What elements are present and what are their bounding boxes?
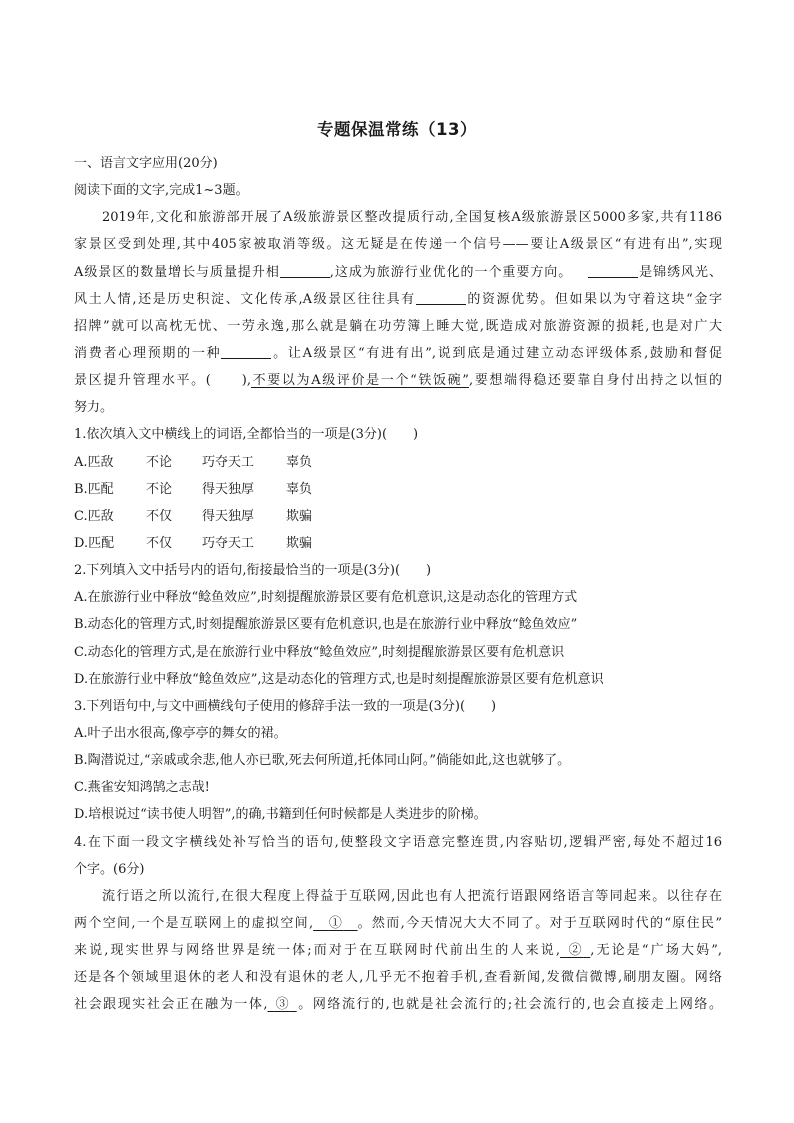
question-3 [74, 693, 722, 829]
answer-option: A.叶子出水很高,像亭亭的舞女的裙。 [74, 725, 287, 741]
question-stem: 4.在下面一段文字横线处补写恰当的语句,使整段文字语意完整连贯,内容贴切,逻辑严密,每处不超过16 [74, 834, 722, 850]
reading-passage [74, 204, 722, 421]
fill-blank [416, 290, 466, 305]
passage-line: A级景区的数量增长与质量提升相 ,这成为旅游行业优化的一个重要方向。 是锦绣风光、 [74, 264, 722, 280]
passage-line: 2019年,文化和旅游部开展了A级旅游景区整改提质行动,全国复核A级旅游景区5000多家,共有1186 [102, 210, 722, 226]
answer-blank-3: ③ [274, 997, 291, 1013]
passage-line: 景区提升管理水平。( ),不要以为A级评价是一个“铁饭碗”,要想端得稳还要靠自身付出持之以恒的 [74, 373, 722, 389]
question-4 [74, 829, 722, 1019]
answer-option: C.匹敌 不仅 得天独厚 欺骗 [74, 508, 313, 524]
answer-option: C.燕雀安知鸿鹄之志哉! [74, 780, 210, 796]
question-stem: 2.下列填入文中括号内的语句,衔接最恰当的一项是(3分)( ) [74, 563, 432, 579]
section-heading: 一、语言文字应用(20分) [74, 156, 218, 171]
answer-option: B.动态化的管理方式,时刻提醒旅游景区要有危机意识,也是在旅游行业中释放“鲶鱼效应” [74, 617, 578, 633]
question-2 [74, 557, 722, 693]
answer-option: D.匹配 不仅 巧夺天工 欺骗 [74, 535, 313, 551]
passage-line: 社会跟现实社会正在融为一体, ③ 。网络流行的,也就是社会流行的;社会流行的,也会直接走上网络。 [74, 997, 722, 1013]
answer-blank-2: ② [566, 943, 584, 959]
passage-line: 两个空间,一个是互联网上的虚拟空间, ① 。然而,今天情况大大不同了。对于互联网时代的“原住民” [74, 915, 722, 931]
passage-line: 流行语之所以流行,在很大程度上得益于互联网,因此也有人把流行语跟网络语言等同起来。以往存在 [102, 888, 722, 904]
page-title: 专题保温常练（13） [317, 120, 477, 139]
passage-line: 消费者心理预期的一种 。让A级景区“有进有出”,说到底是通过建立动态评级体系,鼓励和督促 [74, 345, 722, 361]
answer-option: A.在旅游行业中释放“鲶鱼效应”,时刻提醒旅游景区要有危机意识,这是动态化的管理方式 [74, 590, 578, 606]
question-stem: 1.依次填入文中横线上的词语,全都恰当的一项是(3分)( ) [74, 427, 419, 443]
answer-option: B.陶潜说过,“亲戚或余悲,他人亦已歌,死去何所道,托体同山阿。”倘能如此,这也就够了。 [74, 753, 571, 769]
question-stem: 个字。(6分) [74, 861, 145, 877]
question-stem: 3.下列语句中,与文中画横线句子使用的修辞手法一致的一项是(3分)( ) [74, 698, 497, 714]
passage-line: 招牌”就可以高枕无忧、一劳永逸,那么就是躺在功劳簿上睡大觉,既造成对旅游资源的损耗,也是对广大 [74, 318, 722, 334]
answer-option: D.在旅游行业中释放“鲶鱼效应”,这是动态化的管理方式,也是时刻提醒旅游景区要有危机意识 [74, 671, 604, 687]
document-body [74, 150, 722, 1019]
underlined-sentence: 不要以为A级评价是一个“铁饭碗” [250, 373, 469, 389]
fill-blank [588, 263, 638, 278]
answer-blank-1: ① [328, 915, 344, 931]
answer-option: C.动态化的管理方式,是在旅游行业中释放“鲶鱼效应”,时刻提醒旅游景区要有危机意识 [74, 644, 565, 660]
passage-line: 来说,现实世界与网络世界是统一体;而对于在互联网时代前出生的人来说, ② ,无论是“广场大妈”, [74, 943, 722, 959]
answer-option: A.匹敌 不论 巧夺天工 辜负 [74, 454, 313, 470]
fill-blank [221, 344, 271, 359]
reading-instruction: 阅读下面的文字,完成1~3题。 [74, 183, 249, 199]
question-1 [74, 421, 722, 557]
passage-line: 家景区受到处理,其中405家被取消等级。这无疑是在传递一个信号——要让A级景区“有进有出”,实现 [74, 237, 722, 253]
passage-line: 还是各个领域里退休的老人和没有退休的老人,几乎无不抱着手机,查看新闻,发微信微博,刷朋友圈。网络 [74, 970, 722, 986]
passage-line: 努力。 [74, 400, 114, 416]
fill-blank [280, 263, 330, 278]
passage-line: 风土人情,还是历史积淀、文化传承,A级景区往往具有 的资源优势。但如果以为守着这块“金字 [74, 291, 722, 307]
answer-option: D.培根说过“读书使人明智”,的确,书籍到任何时候都是人类进步的阶梯。 [74, 807, 487, 823]
answer-option: B.匹配 不论 得天独厚 辜负 [74, 481, 313, 497]
